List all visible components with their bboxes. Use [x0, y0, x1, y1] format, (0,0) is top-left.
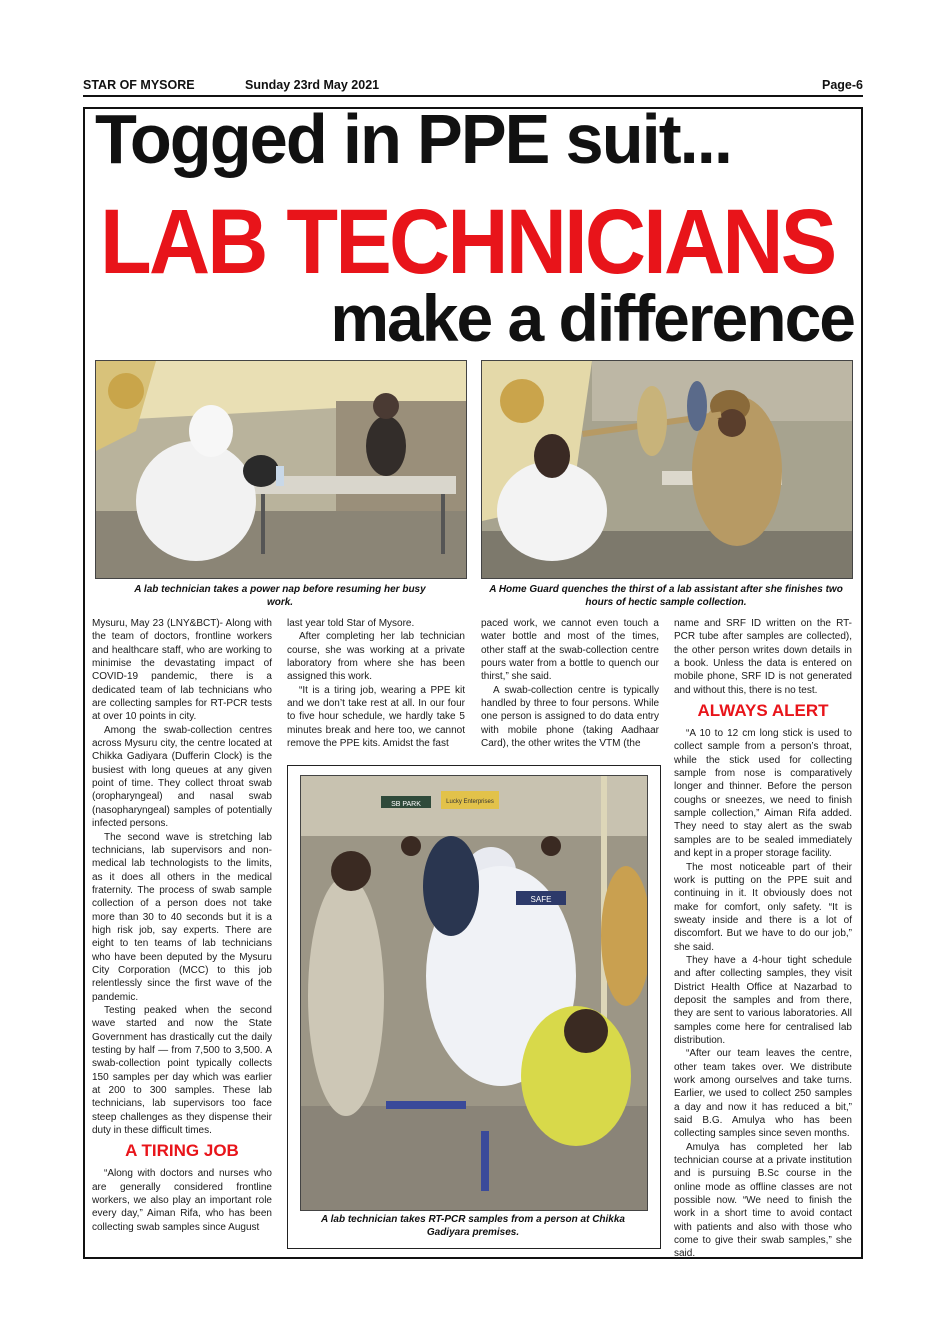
photo-home-guard: [481, 360, 853, 579]
sign-sb-park: SB PARK: [391, 801, 421, 808]
paragraph: paced work, we cannot even touch a water bottle and most of the times, other staff at the swab-collection centre pours water from a bottle to quench our thirst,” she said.: [481, 618, 659, 683]
caption-photo2: A Home Guard quenches the thirst of a lab assistant after she finishes two hours of hectic sample collection.: [489, 584, 843, 608]
paragraph: Mysuru, May 23 (LNY&BCT)- Along with the team of doctors, frontline workers and healthcare staff, who are working to minimise the devastating impact of COVID-19 pandemic, there is a dedicated team of lab technicians who are collecting samples for RT-PCR tests at over 10 points in city.: [92, 618, 272, 723]
masthead-rule: [83, 95, 863, 97]
paragraph: After completing her lab technician course, she was working at a private laboratory from where she has been assigned this work.: [287, 631, 465, 683]
paragraph: They have a 4-hour tight schedule and after collecting samples, they visit District Health Office at Nazarbad to deposit the samples and from there, they are sent to various laboratories. All samples come here for centralised lab distribution.: [674, 954, 852, 1046]
paragraph: “It is a tiring job, wearing a PPE kit and we don’t take rest at all. In our four to five hour schedule, we hardly take 5 minutes break and here too, we cannot remove the PPE kits. Amidst the fast: [287, 684, 465, 750]
subhead-tiring-job: A TIRING JOB: [125, 1141, 239, 1161]
article-column-3: [481, 617, 659, 750]
paragraph: The most noticeable part of their work is putting on the PPE suit and continuing in it. It obviously does not make for comfort, only safety. “It is sweaty inside and there is a lot of discomfort. But we have to do our job,” she said.: [674, 861, 852, 953]
paragraph: “After our team leaves the centre, other team takes over. We distribute work among ourselves and take turns. Earlier, we used to collect 250 samples a day and now it has reduced a bit,” said B.G. Amulya who has been collecting samples since seven months.: [674, 1048, 852, 1140]
article-column-1: [92, 617, 272, 1234]
photo-swab-collection: [300, 775, 648, 1211]
subhead-always-alert: ALWAYS ALERT: [697, 701, 829, 721]
page-number: Page-6: [822, 78, 863, 92]
paragraph: name and SRF ID written on the RT-PCR tube after samples are collected), the other person writes down details in a book. Unless the data is entered on mobile phone, SRF ID is not generated and without this, there is no test.: [674, 618, 852, 696]
caption-photo1: A lab technician takes a power nap before resuming her busy work.: [134, 584, 426, 608]
paragraph: The second wave is stretching lab technicians, lab supervisors and non-medical lab technologists to the limits, as it does all others in the medical fraternity. The process of swab sample collection of a person does not take more than 30 to 40 seconds but it is a high risk job, say experts. There are eight to ten teams of lab technicians who have been deputed by the Mysuru City Corporation (MCC) to this job relentlessly since the first wave of the pandemic.: [92, 831, 272, 1003]
sign-lucky-enterprises: Lucky Enterprises: [446, 799, 494, 805]
paragraph: last year told Star of Mysore.: [287, 618, 415, 629]
paragraph: Testing peaked when the second wave started and now the State Government has drastically cut the daily testing by half — from 7,500 to 3,500. A swab-collection point typically collects 150 samples per day which was earlier at 200 to 300 samples. These lab technicians, lab supervisors too face steep challenges as they dispense their duty in these difficult times.: [92, 1004, 272, 1137]
paragraph: “Along with doctors and nurses who are generally considered frontline workers, we also play an important role every day,” Aiman Rifa, who has been collecting swab samples since August: [92, 1168, 272, 1233]
paper-name: STAR OF MYSORE: [83, 78, 195, 92]
photo-power-nap: [95, 360, 467, 579]
paragraph: “A 10 to 12 cm long stick is used to collect sample from a person’s throat, while the stick used for collecting sample from nose is comparatively longer and thinner. Before the person coughs or sneezes, we need to finish sample collection,” Aiman Rifa added. They need to stay alert as the swab samples are to be sealed immediately and kept in a proper storage facility.: [674, 728, 852, 860]
paragraph: Amulya has completed her lab technician course at a private institution and is pursuing B.Sc course in the online mode as offline classes are not possible now. “We need to finish the work in a short time to avoid contact with patients and also with those who come to give their swab samples,” she said.: [674, 1141, 852, 1260]
issue-date: Sunday 23rd May 2021: [245, 78, 380, 92]
headline-line2: LAB TECHNICIANS: [100, 191, 835, 293]
paragraph: A swab-collection centre is typically handled by three to four persons. While one person is assigned to do data entry with mobile phone (taking Aadhaar Card), the other writes the VTM (the: [481, 684, 659, 750]
photo-home-guard-image: [482, 361, 852, 578]
headline-line1: Togged in PPE suit...: [95, 100, 731, 178]
photo-swab-collection-image: [301, 776, 647, 1210]
caption-photo3: A lab technician takes RT-PCR samples from a person at Chikka Gadiyara premises.: [321, 1214, 625, 1238]
headline-line3: make a difference: [330, 281, 854, 355]
masthead: [83, 76, 863, 94]
vest-label: SAFE: [530, 895, 552, 904]
article-column-4: [674, 617, 852, 1261]
photo-power-nap-image: [96, 361, 466, 578]
paragraph: Among the swab-collection centres across Mysuru city, the centre located at Chikka Gadiyara (Dufferin Clock) is the busiest with long queues at any given point of time. They collect throat swab (oropharyngeal) and nasal swab (nasopharyngeal) samples of potentially infected persons.: [92, 724, 272, 830]
article-column-2: [287, 617, 465, 750]
